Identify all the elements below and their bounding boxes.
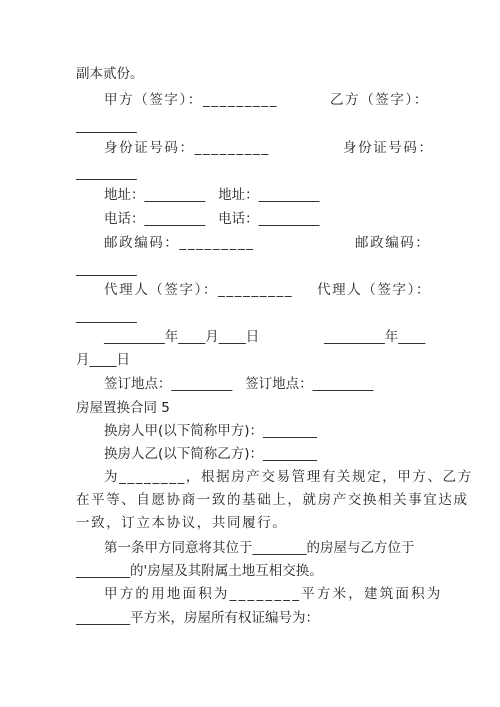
article-one-cont: ________的'房屋及其附属土地互相交换。 [76, 563, 323, 579]
contract-title: 房屋置换合同 5 [76, 400, 170, 416]
party-b-intro: 换房人乙(以下简称乙方)：________ [104, 446, 318, 462]
blank-line: _________ [76, 308, 137, 324]
phone-line: 电话：_________ 电话：_________ [104, 211, 320, 227]
party-b-id: 身份证号码： [343, 140, 434, 156]
party-b-postcode: 邮政编码： [355, 235, 431, 251]
blank-line: _________ [76, 165, 137, 181]
date-continuation: 月____日 [76, 352, 130, 368]
party-b-agent: 代理人（签字）： [317, 282, 432, 298]
party-b-date: _________年____ [324, 329, 426, 345]
address-line: 地址：_________ 地址：_________ [104, 187, 320, 203]
blank-line: _________ [76, 261, 137, 277]
paragraph-line: 在平等、自愿协商一致的基础上，就房产交换相关事宜达成 [76, 492, 469, 508]
paragraph-line: 为________，根据房产交易管理有关规定，甲方、乙方 [104, 469, 473, 485]
party-a-postcode: 邮政编码：_________ [104, 235, 255, 251]
article-one: 第一条甲方同意将其位于________的房屋与乙方位于 [104, 540, 415, 556]
area-line-cont: ________平方米，房屋所有权证编号为： [76, 610, 319, 626]
area-line: 甲方的用地面积为________平方米，建筑面积为 [104, 586, 443, 602]
party-a-signature: 甲方（签字）：_________ [104, 92, 279, 108]
signing-place: 签订地点：_________ 签订地点：_________ [104, 376, 374, 392]
party-a-id: 身份证号码：_________ [104, 140, 270, 156]
text-line: 副本贰份。 [76, 66, 144, 82]
party-a-intro: 换房人甲(以下简称甲方)：________ [104, 423, 318, 439]
paragraph-line: 一致，订立本协议，共同履行。 [76, 515, 288, 531]
blank-line: _________ [76, 118, 137, 134]
party-b-signature: 乙方（签字）： [330, 92, 429, 108]
party-a-agent: 代理人（签字）：_________ [104, 282, 294, 298]
party-a-date: _________年____月____日 [104, 329, 260, 345]
